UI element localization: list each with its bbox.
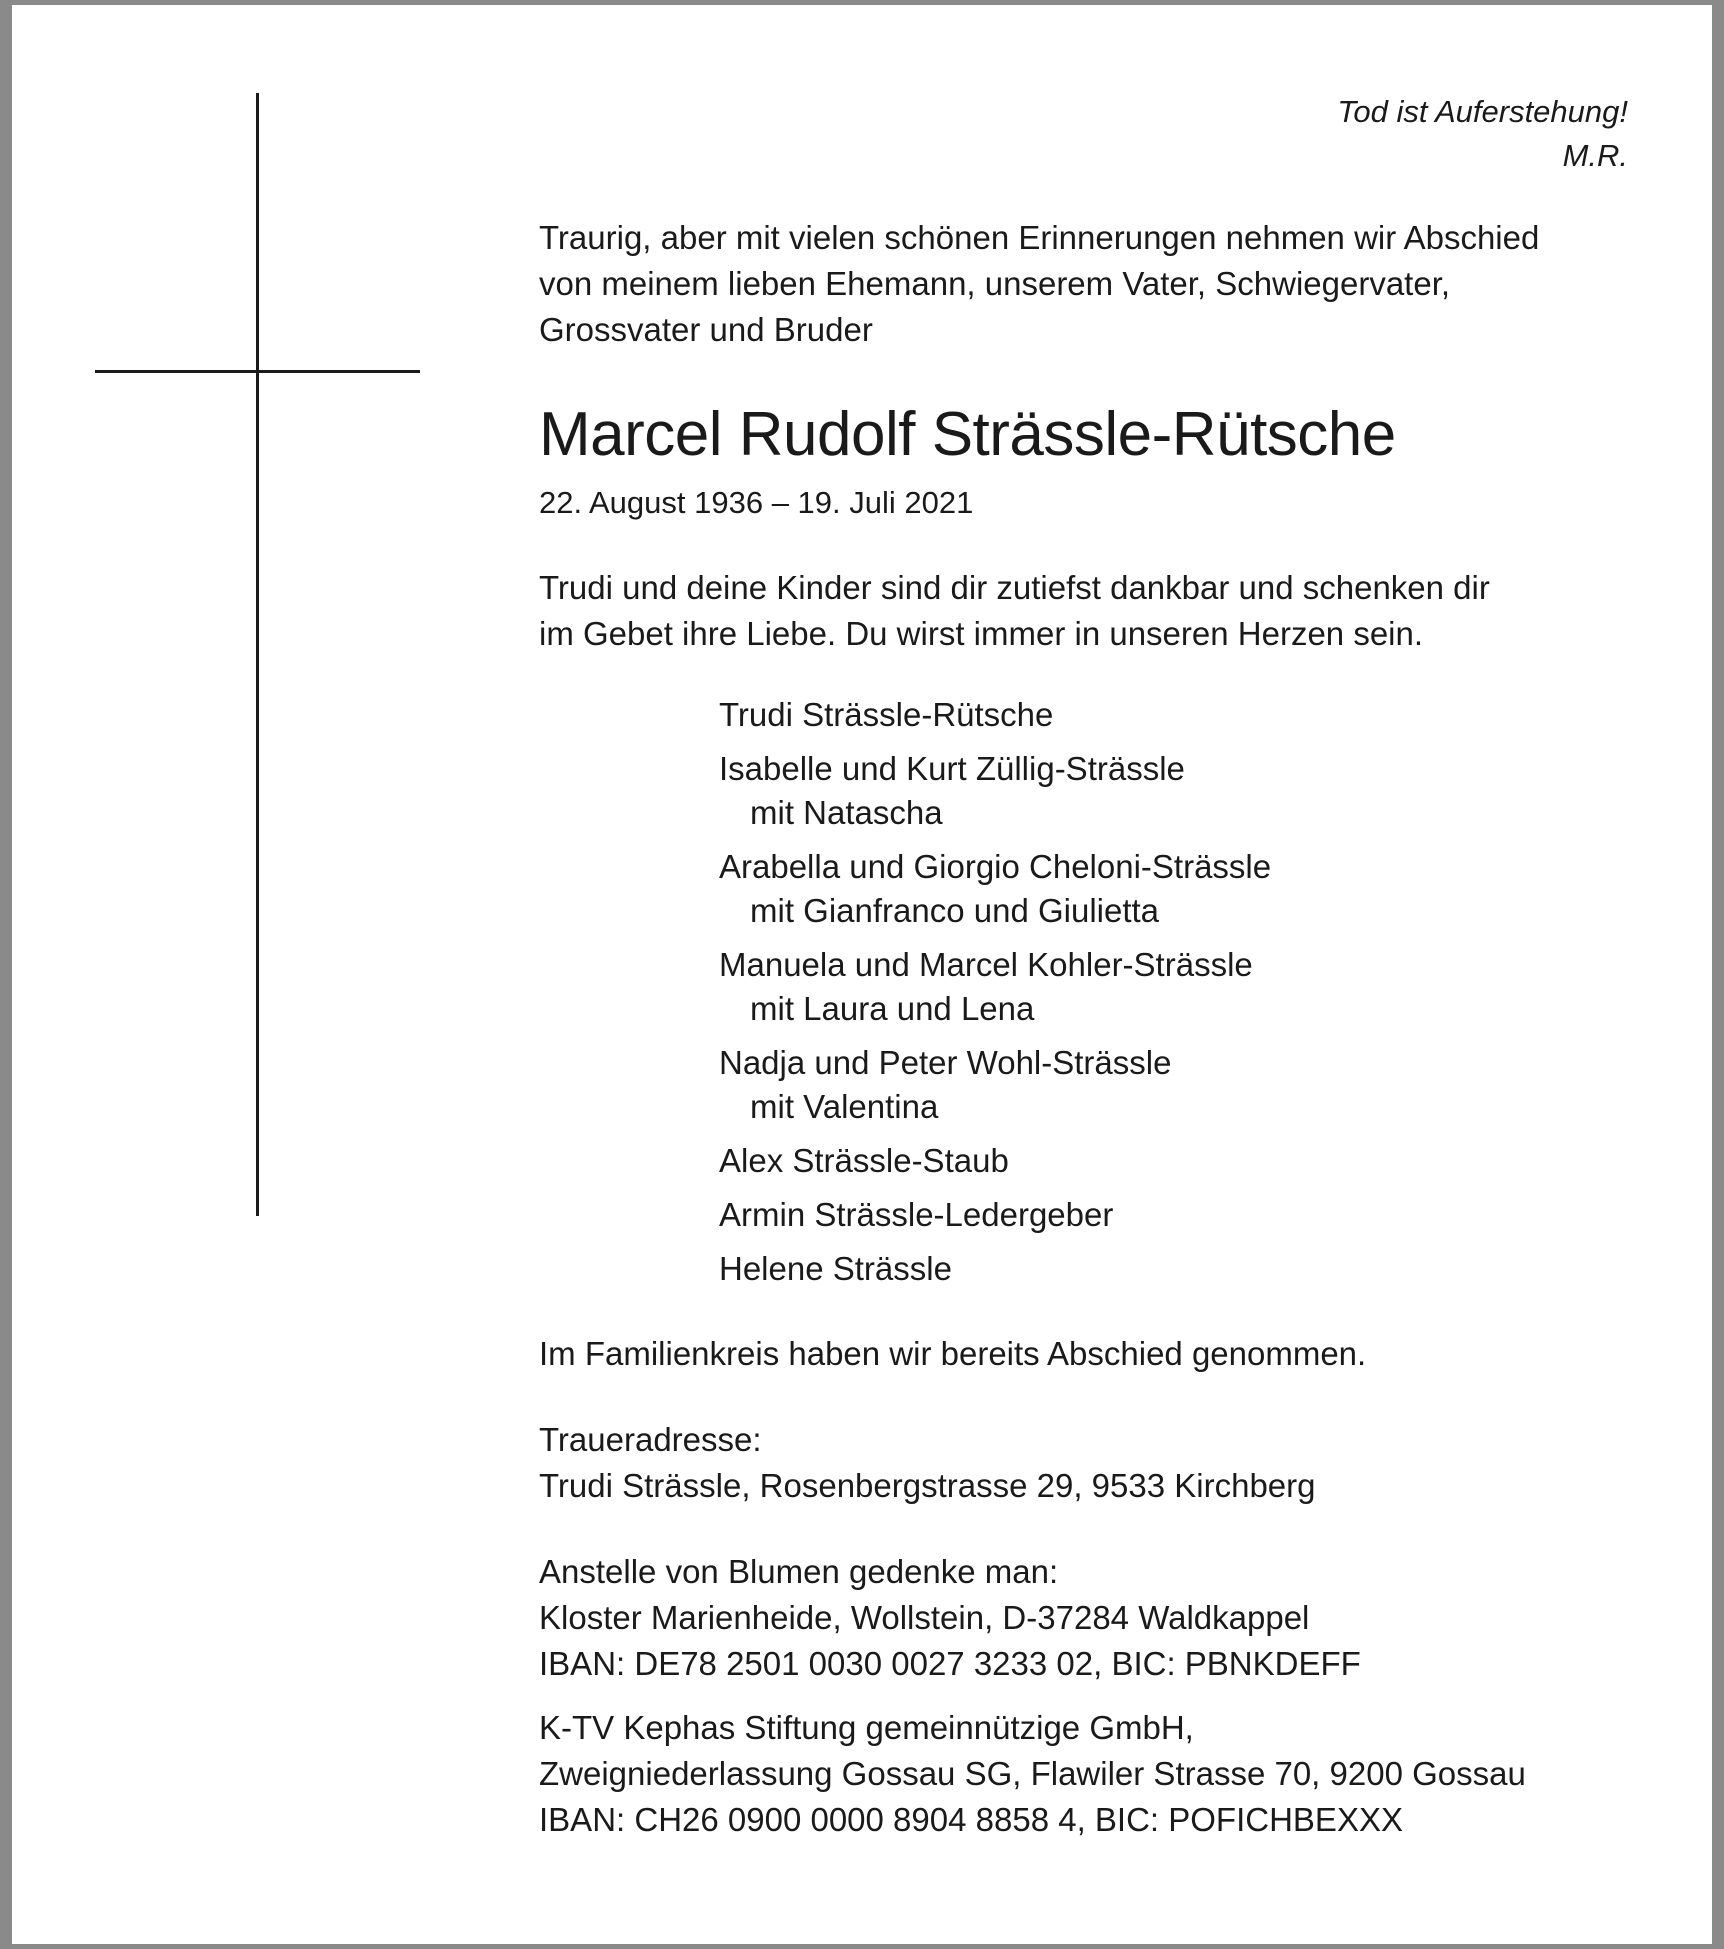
- family-member-children: mit Natascha: [750, 794, 943, 831]
- donation-org2-bank: IBAN: CH26 0900 0000 8904 8858 4, BIC: POFICHBEXXX: [539, 1801, 1403, 1838]
- motto-author: M.R.: [1562, 138, 1628, 173]
- family-member-name: Trudi Strässle-Rütsche: [719, 696, 1054, 733]
- family-member-name: Arabella und Giorgio Cheloni-Strässle: [719, 848, 1272, 885]
- motto-line-1: Tod ist Auferstehung!: [1337, 94, 1628, 129]
- family-member-children: mit Gianfranco und Giulietta: [750, 892, 1160, 929]
- donation-org2-name: K-TV Kephas Stiftung gemeinnützige GmbH,: [539, 1709, 1194, 1746]
- intro-text: [539, 215, 1629, 353]
- donation-org2-address: Zweigniederlassung Gossau SG, Flawiler Strasse 70, 9200 Gossau: [539, 1755, 1526, 1792]
- family-entry: [719, 693, 1629, 737]
- family-entry: [719, 1247, 1629, 1291]
- intro-line: Grossvater und Bruder: [539, 311, 873, 348]
- address-value: Trudi Strässle, Rosenbergstrasse 29, 9533 Kirchberg: [539, 1467, 1316, 1504]
- donation-info: [539, 1549, 1629, 1687]
- family-entry: [719, 747, 1629, 835]
- family-entry: [719, 845, 1629, 933]
- farewell-text: Im Familienkreis haben wir bereits Abschied genommen.: [539, 1335, 1367, 1372]
- family-entry: [719, 1041, 1629, 1129]
- deceased-name: Marcel Rudolf Strässle-Rütsche: [539, 400, 1396, 469]
- motto: [1337, 90, 1628, 178]
- intro-line: Traurig, aber mit vielen schönen Erinnerungen nehmen wir Abschied: [539, 219, 1540, 256]
- family-member-name: Nadja und Peter Wohl-Strässle: [719, 1044, 1172, 1081]
- cross-horizontal-bar: [95, 370, 420, 373]
- intro-line: von meinem lieben Ehemann, unserem Vater, Schwiegervater,: [539, 265, 1451, 302]
- family-member-name: Alex Strässle-Staub: [719, 1142, 1009, 1179]
- family-member-name: Armin Strässle-Ledergeber: [719, 1196, 1114, 1233]
- donation-info-2: [539, 1705, 1629, 1843]
- mourning-address: [539, 1417, 1629, 1509]
- address-label: Traueradresse:: [539, 1421, 762, 1458]
- donation-org1-bank: IBAN: DE78 2501 0030 0027 3233 02, BIC: PBNKDEFF: [539, 1645, 1361, 1682]
- gratitude-text: [539, 565, 1629, 657]
- donation-org1-name: Kloster Marienheide, Wollstein, D-37284 Waldkappel: [539, 1599, 1310, 1636]
- family-member-children: mit Laura und Lena: [750, 990, 1035, 1027]
- family-list: [719, 693, 1629, 1291]
- family-member-children: mit Valentina: [750, 1088, 939, 1125]
- family-entry: [719, 1139, 1629, 1183]
- cross-vertical-bar: [256, 93, 259, 1216]
- family-member-name: Manuela und Marcel Kohler-Strässle: [719, 946, 1253, 983]
- donation-label: Anstelle von Blumen gedenke man:: [539, 1553, 1059, 1590]
- family-member-name: Helene Strässle: [719, 1250, 952, 1287]
- obituary-content: [539, 215, 1629, 1843]
- gratitude-line: im Gebet ihre Liebe. Du wirst immer in unseren Herzen sein.: [539, 615, 1424, 652]
- family-entry: [719, 943, 1629, 1031]
- life-dates: 22. August 1936 – 19. Juli 2021: [539, 485, 974, 520]
- family-member-name: Isabelle und Kurt Züllig-Strässle: [719, 750, 1185, 787]
- gratitude-line: Trudi und deine Kinder sind dir zutiefst dankbar und schenken dir: [539, 569, 1490, 606]
- family-entry: [719, 1193, 1629, 1237]
